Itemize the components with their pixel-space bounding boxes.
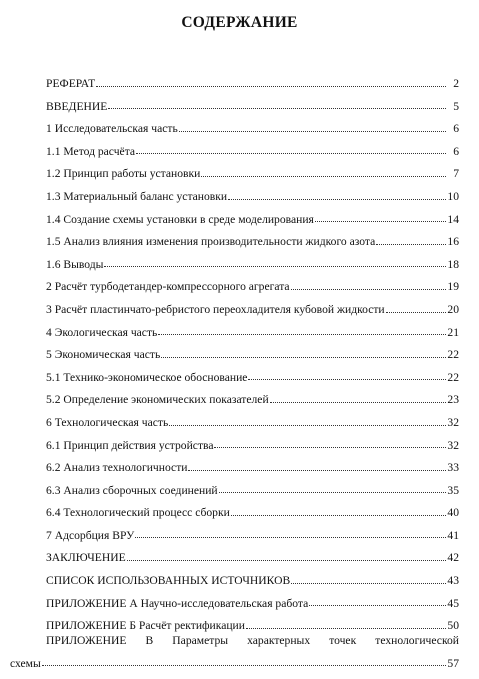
- toc-entry-page: 33: [447, 461, 459, 475]
- toc-entry-page: 40: [447, 506, 459, 520]
- toc-entry-page: 32: [447, 415, 459, 429]
- toc-entry-label: схемы: [10, 656, 41, 670]
- page-title: СОДЕРЖАНИЕ: [181, 14, 298, 31]
- toc-entry-page: 6: [453, 122, 459, 136]
- toc-entry: [46, 593, 459, 616]
- toc-entry-wrapped: [10, 630, 459, 675]
- toc-entry-label: 1 Исследовательская часть: [46, 122, 178, 136]
- toc-entry-page: 22: [447, 348, 459, 362]
- toc-entry: [46, 367, 459, 390]
- toc-leader-dots: [188, 469, 446, 471]
- toc-entry-label: 6.1 Принцип действия устройства: [46, 438, 214, 452]
- toc-leader-dots: [219, 491, 446, 493]
- toc-entry-word: Параметры: [172, 634, 229, 647]
- toc-entry-word: технологической: [375, 634, 459, 647]
- toc-leader-dots: [291, 582, 446, 584]
- toc-entry-page: 45: [447, 596, 459, 610]
- toc-entry: [46, 525, 459, 548]
- toc-entry-label: 6.4 Технологический процесс сборки: [46, 506, 230, 520]
- toc-entry: [46, 547, 459, 570]
- toc-leader-dots: [104, 265, 446, 267]
- toc-entry: [46, 457, 459, 480]
- toc-entry: [46, 209, 459, 232]
- toc-leader-dots: [309, 604, 446, 606]
- toc-leader-dots: [96, 85, 446, 87]
- toc-entry-page: 35: [447, 483, 459, 497]
- toc-entry-label: ПРИЛОЖЕНИЕ Б Расчёт ректификации: [46, 619, 245, 633]
- toc-leader-dots: [214, 446, 446, 448]
- toc-entry-label: ЗАКЛЮЧЕНИЕ: [46, 551, 126, 565]
- toc-entry: [46, 73, 459, 96]
- toc-leader-dots: [127, 559, 446, 561]
- toc-leader-dots: [231, 514, 446, 516]
- toc-entry-label: 5.2 Определение экономических показателей: [46, 393, 269, 407]
- toc-leader-dots: [291, 288, 446, 290]
- toc-leader-dots: [161, 356, 446, 358]
- toc-leader-dots: [169, 424, 446, 426]
- toc-entry-page: 16: [447, 235, 459, 249]
- toc-entry-label: РЕФЕРАТ: [46, 77, 96, 90]
- toc-entry: [46, 435, 459, 458]
- toc-entry-page: 10: [447, 189, 459, 203]
- toc-entry: [46, 344, 459, 367]
- toc-entry-page: 6: [453, 144, 459, 158]
- toc-leader-dots: [248, 378, 446, 380]
- toc-entry: [46, 412, 459, 435]
- toc-entry-page: 22: [447, 370, 459, 384]
- toc-leader-dots: [136, 152, 446, 154]
- toc-entry-label: 1.3 Материальный баланс установки: [46, 189, 228, 203]
- toc-entry-page: 7: [453, 167, 459, 181]
- toc-entry-page: 50: [447, 619, 459, 633]
- toc-leader-dots: [270, 401, 446, 403]
- toc-entry: [46, 254, 459, 277]
- table-of-contents: [46, 73, 459, 638]
- toc-entry-label: 1.5 Анализ влияния изменения производительности жидкого азота: [46, 235, 376, 249]
- toc-entry-label: ВВЕДЕНИЕ: [46, 99, 108, 113]
- toc-entry-label: 2 Расчёт турбодетандер-компрессорного агрегата: [46, 280, 290, 294]
- toc-leader-dots: [201, 175, 446, 177]
- toc-entry-page: 21: [447, 325, 459, 339]
- toc-entry-page: 19: [447, 280, 459, 294]
- toc-entry: [46, 96, 459, 119]
- toc-entry: [46, 118, 459, 141]
- toc-leader-dots: [315, 220, 446, 222]
- toc-leader-dots: [42, 664, 446, 666]
- toc-entry-label: 6.3 Анализ сборочных соединений: [46, 483, 218, 497]
- toc-entry-page: 23: [447, 393, 459, 407]
- toc-entry-label: ПРИЛОЖЕНИЕ А Научно-исследовательская работа: [46, 596, 309, 610]
- toc-entry-page: 57: [447, 656, 459, 670]
- toc-leader-dots: [246, 627, 446, 629]
- toc-entry-label: 1.6 Выводы: [46, 257, 104, 271]
- toc-entry-label: 5 Экономическая часть: [46, 348, 161, 362]
- toc-entry-label: 1.4 Создание схемы установки в среде моделирования: [46, 212, 314, 226]
- toc-entry-label: 3 Расчёт пластинчато-ребристого переохладителя кубовой жидкости: [46, 302, 385, 316]
- toc-entry-label: 7 Адсорбция ВРУ: [46, 528, 135, 542]
- toc-leader-dots: [158, 333, 446, 335]
- toc-entry-label: 1.2 Принцип работы установки: [46, 167, 201, 181]
- toc-entry: [46, 186, 459, 209]
- toc-entry: [46, 299, 459, 322]
- toc-entry: [46, 322, 459, 345]
- toc-entry: [46, 502, 459, 525]
- toc-entry: [46, 163, 459, 186]
- toc-entry: [46, 141, 459, 164]
- toc-entry: [46, 570, 459, 593]
- toc-leader-dots: [179, 130, 446, 132]
- toc-entry: [46, 231, 459, 254]
- toc-entry-page: 32: [447, 438, 459, 452]
- toc-entry-label: 1.1 Метод расчёта: [46, 144, 136, 158]
- toc-entry-page: 18: [447, 257, 459, 271]
- toc-entry-page: 41: [447, 528, 459, 542]
- toc-entry-label: 4 Экологическая часть: [46, 325, 158, 339]
- toc-leader-dots: [135, 536, 446, 538]
- toc-entry-word: точек: [329, 634, 357, 647]
- toc-entry-page: 42: [447, 551, 459, 565]
- toc-entry-label: 5.1 Технико-экономическое обоснование: [46, 370, 248, 384]
- toc-entry-word: характерных: [247, 634, 311, 647]
- toc-entry-page: 5: [453, 99, 459, 113]
- toc-leader-dots: [386, 311, 446, 313]
- toc-entry-page: 43: [447, 574, 459, 588]
- toc-entry-page: 20: [447, 302, 459, 316]
- toc-leader-dots: [376, 243, 446, 245]
- toc-entry-wrapped-line1: [10, 630, 459, 653]
- toc-entry-page: 2: [453, 77, 459, 90]
- toc-entry-word: ПРИЛОЖЕНИЕ: [46, 634, 127, 647]
- toc-entry-label: СПИСОК ИСПОЛЬЗОВАННЫХ ИСТОЧНИКОВ: [46, 574, 291, 588]
- toc-entry-word: В: [145, 634, 154, 647]
- toc-leader-dots: [108, 107, 446, 109]
- toc-entry-page: 14: [447, 212, 459, 226]
- toc-entry-label: 6.2 Анализ технологичности: [46, 461, 188, 475]
- toc-entry-label: 6 Технологическая часть: [46, 415, 169, 429]
- toc-entry: [46, 389, 459, 412]
- toc-entry-wrapped-line2: [10, 653, 459, 676]
- toc-entry: [46, 276, 459, 299]
- toc-leader-dots: [228, 198, 446, 200]
- toc-entry: [46, 480, 459, 503]
